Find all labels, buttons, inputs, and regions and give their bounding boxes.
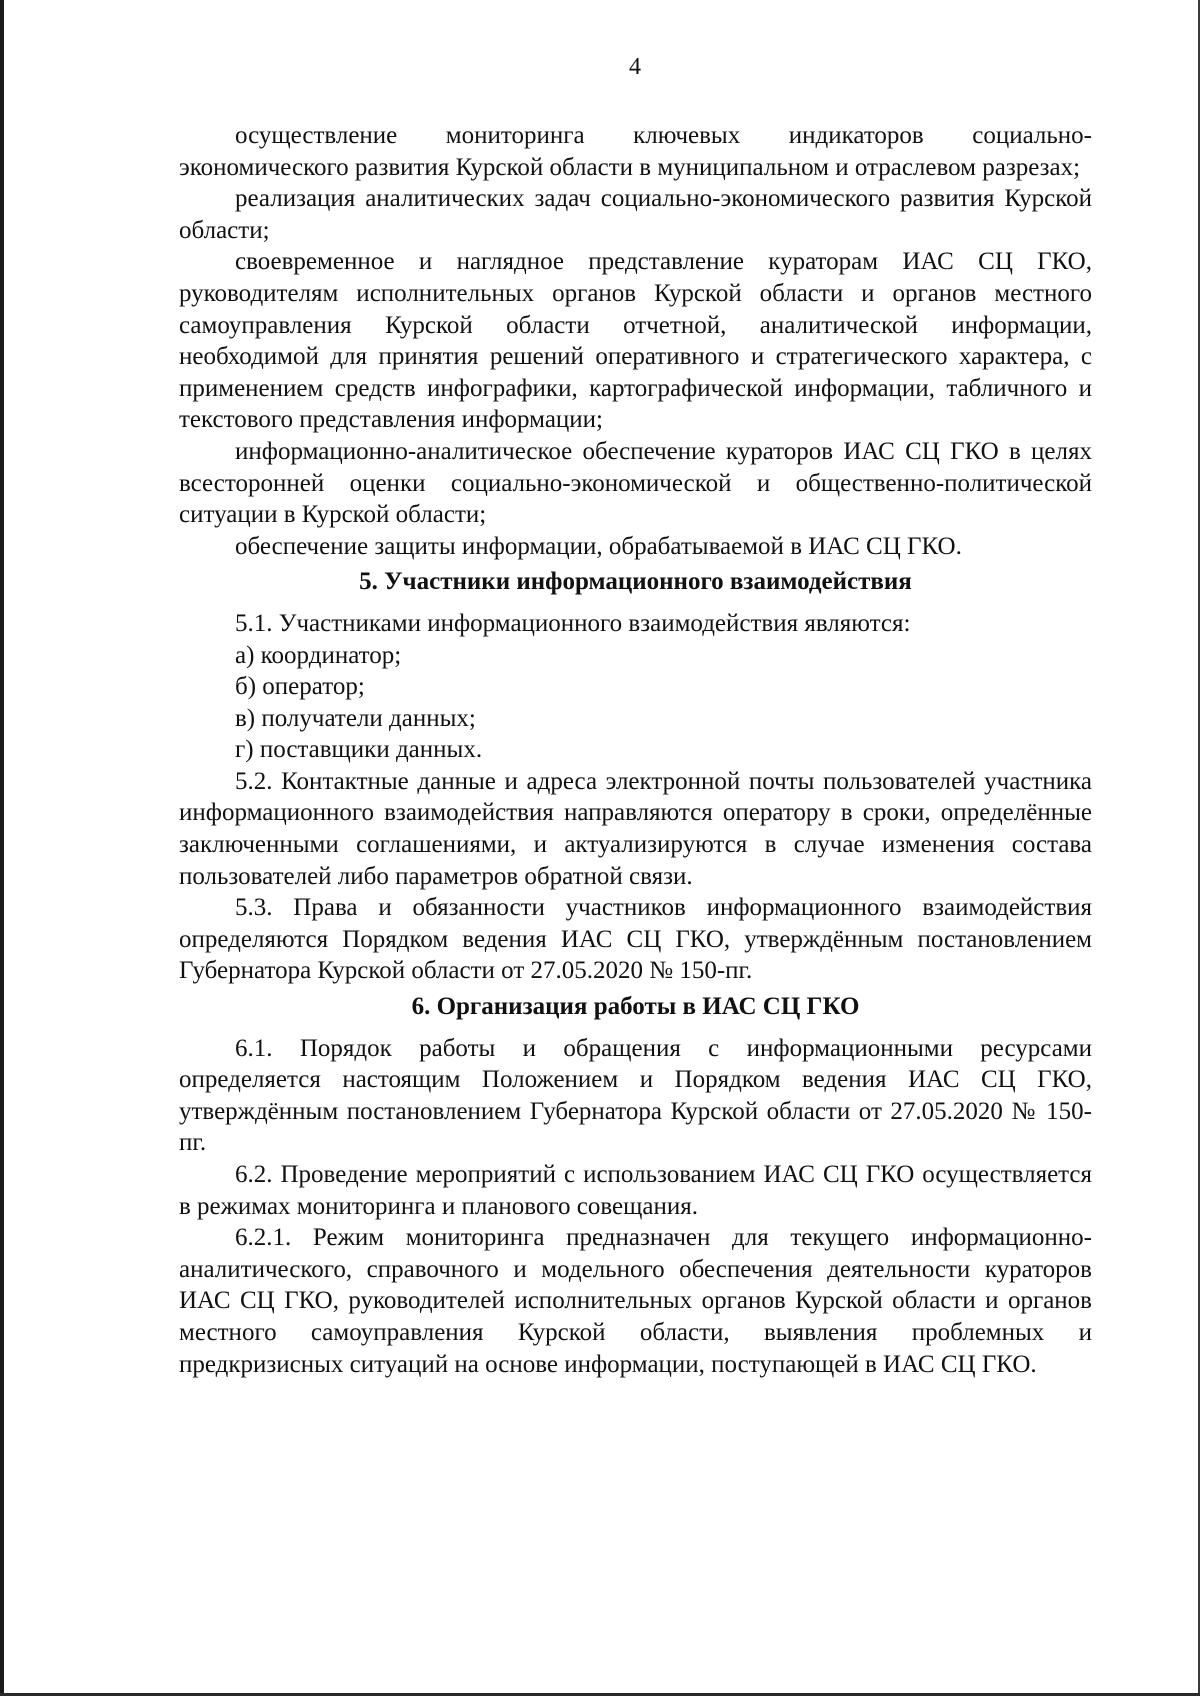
scan-left-edge xyxy=(0,0,4,1696)
paragraph-monitoring: осуществление мониторинга ключевых индикаторов социально-экономического развития Курской области в муниципальном и отраслевом разрезах; xyxy=(179,122,1092,181)
paragraph-5-2: 5.2. Контактные данные и адреса электронной почты пользователей участника информационного взаимодействия направляются оператору в сроки, определённые заключенными соглашениями, и актуализируются в случае изменения состава пользователей либо параметров обратной связи. xyxy=(179,767,1092,890)
list-item-data-suppliers: г) поставщики данных. xyxy=(235,736,483,764)
paragraph-info-protection: обеспечение защиты информации, обрабатываемой в ИАС СЦ ГКО. xyxy=(235,532,962,560)
paragraph-6-2: 6.2. Проведение мероприятий с использованием ИАС СЦ ГКО осуществляется в режимах мониторинга и планового совещания. xyxy=(179,1161,1092,1220)
section-6-heading: 6. Организация работы в ИАС СЦ ГКО xyxy=(411,993,860,1021)
paragraph-info-analytic-support: информационно-аналитическое обеспечение кураторов ИАС СЦ ГКО в целях всесторонней оценки социально-экономической и общественно-политической ситуации в Курской области; xyxy=(179,437,1092,529)
paragraph-6-2-1: 6.2.1. Режим мониторинга предназначен для текущего информационно-аналитического, справочного и модельного обеспечения деятельности кураторов ИАС СЦ ГКО, руководителей исполнительных органов Курской области и органов местного самоуправления Курской области, выявления проблемных и предкризисных ситуаций на основе информации, поступающей в ИАС СЦ ГКО. xyxy=(179,1224,1092,1378)
paragraph-5-3: 5.3. Права и обязанности участников информационного взаимодействия определяются Порядком ведения ИАС СЦ ГКО, утверждённым постановлением Губернатора Курской области от 27.05.2020 № 150-пг. xyxy=(179,894,1092,985)
document-body xyxy=(179,120,1092,1380)
paragraph-analytic-tasks: реализация аналитических задач социально-экономического развития Курской области; xyxy=(179,185,1092,244)
list-item-coordinator: а) координатор; xyxy=(235,641,402,669)
list-item-operator: б) оператор; xyxy=(235,673,365,701)
paragraph-timely-presentation: своевременное и наглядное представление кураторам ИАС СЦ ГКО, руководителям исполнительных органов Курской области и органов местного самоуправления Курской области отчетной, аналитической информации, необходимой для принятия решений оперативного и стратегического характера, с применением средств инфографики, картографической информации, табличного и текстового представления информации; xyxy=(179,248,1092,434)
section-5-heading: 5. Участники информационного взаимодействия xyxy=(359,568,912,596)
list-item-data-recipients: в) получатели данных; xyxy=(235,704,476,732)
paragraph-5-1: 5.1. Участниками информационного взаимодействия являются: xyxy=(235,609,911,637)
paragraph-6-1: 6.1. Порядок работы и обращения с информационными ресурсами определяется настоящим Положением и Порядком ведения ИАС СЦ ГКО, утверждённым постановлением Губернатора Курской области от 27.05.2020 № 150-пг. xyxy=(179,1034,1092,1157)
page-number: 4 xyxy=(629,54,641,80)
